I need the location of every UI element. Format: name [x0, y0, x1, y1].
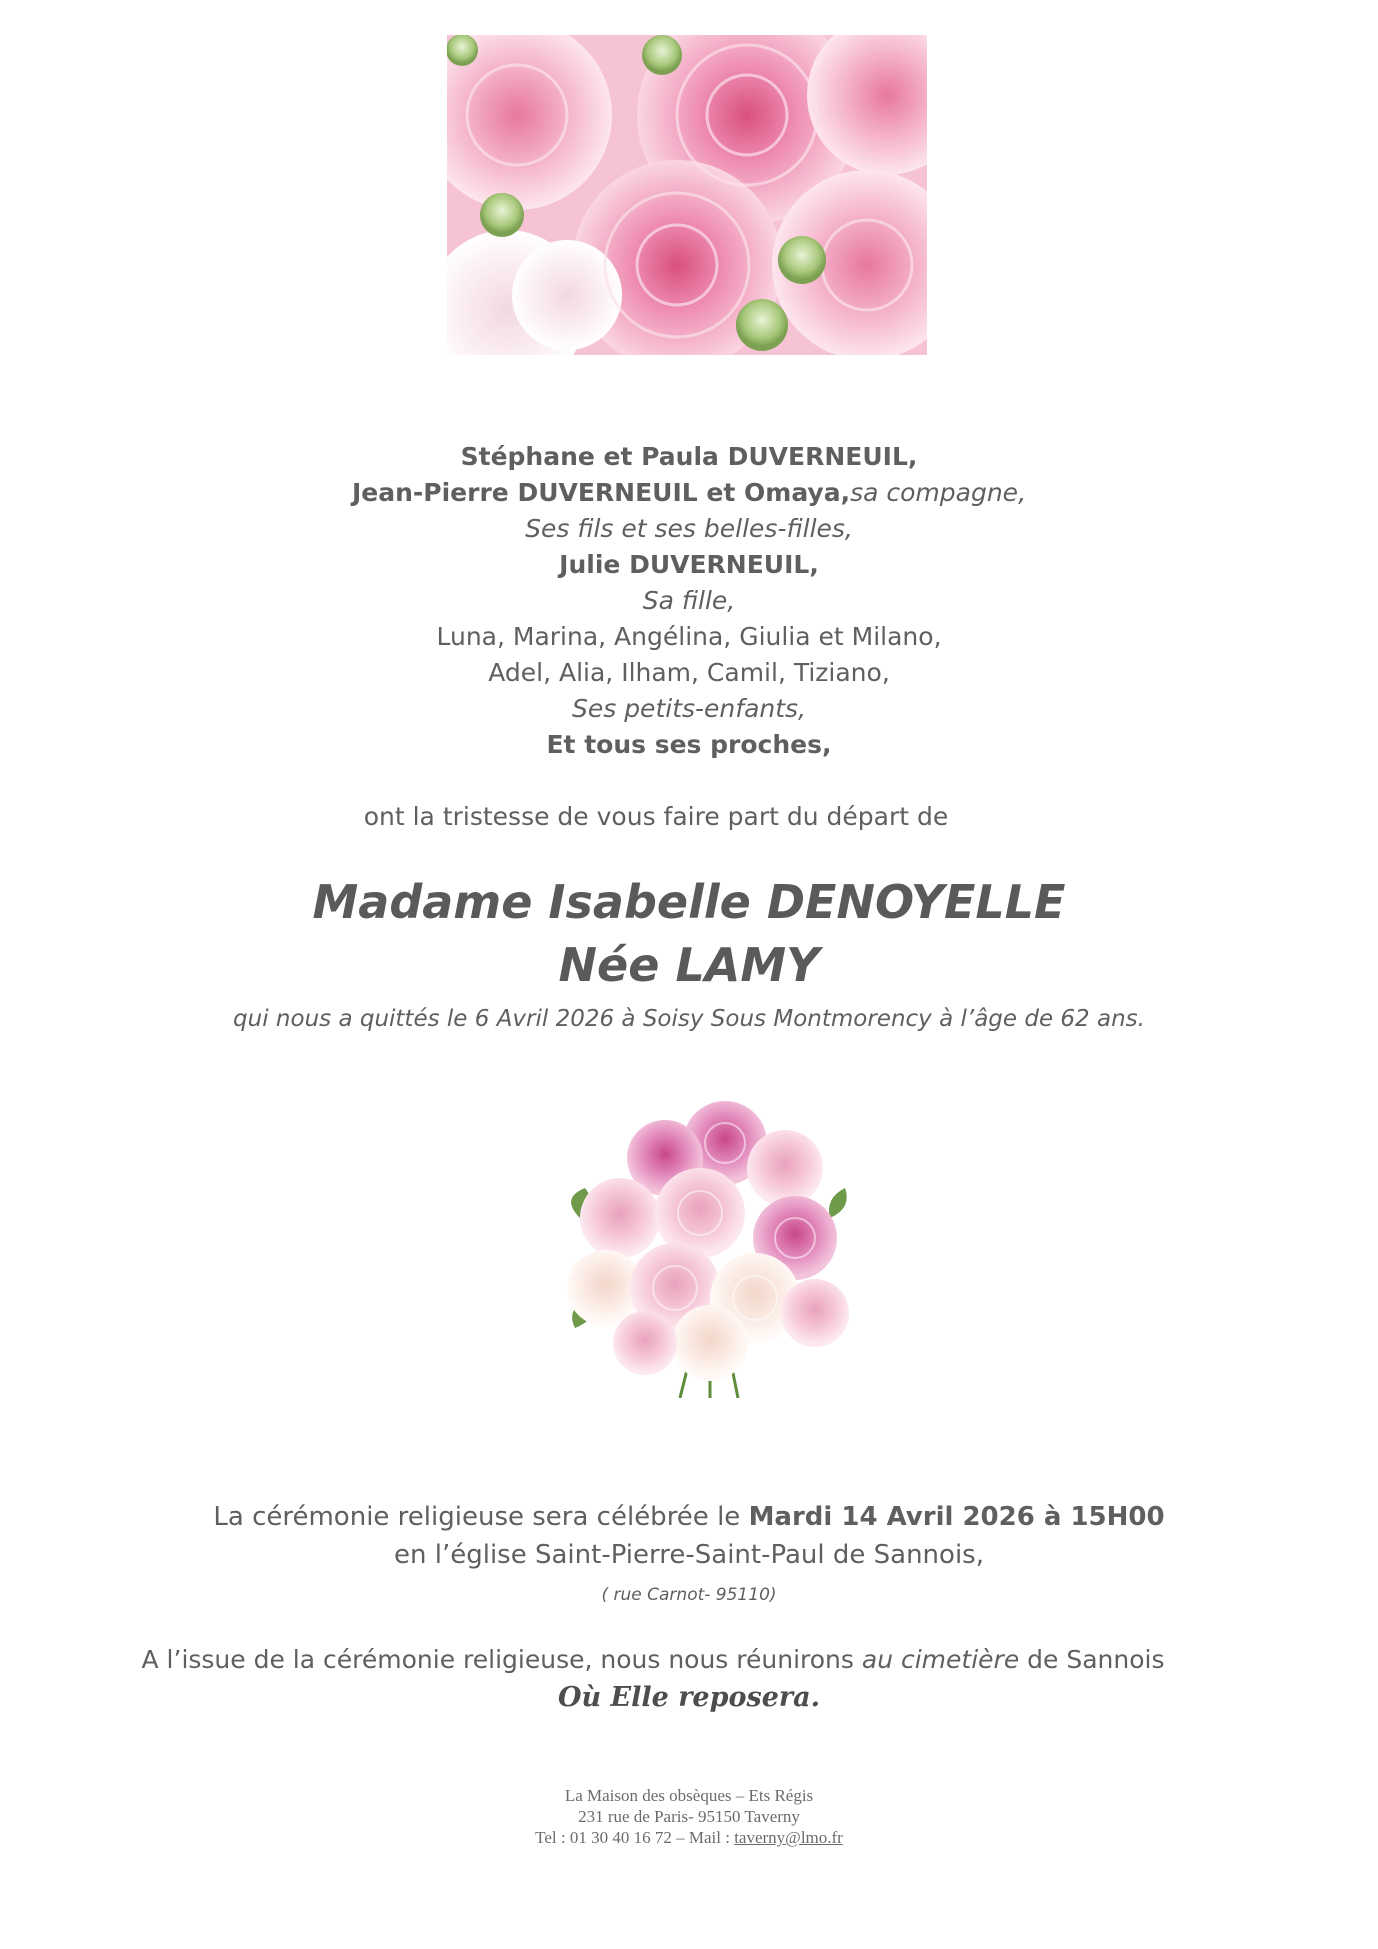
deceased-details: qui nous a quittés le 6 Avril 2026 à Soisy Sous Montmorency à l’âge de 62 ans.: [233, 1006, 1145, 1032]
footer-phone: Tel : 01 30 40 16 72 – Mail :: [535, 1828, 735, 1847]
deceased-maiden-name: Née LAMY: [558, 938, 820, 992]
burial-cemetery: au cimetière: [861, 1645, 1020, 1674]
announcement-text: ont la tristesse de vous faire part du départ de: [363, 802, 949, 831]
family-line-7: Adel, Alia, Ilham, Camil, Tiziano,: [488, 658, 890, 687]
family-line-4: Julie DUVERNEUIL,: [559, 550, 819, 579]
ceremony-intro: La cérémonie religieuse sera célébrée le: [213, 1502, 749, 1532]
family-line-2-name: Jean-Pierre DUVERNEUIL et Omaya,: [351, 478, 851, 507]
ceremony-address: ( rue Carnot- 95110): [601, 1585, 777, 1605]
top-flower-photo: [447, 35, 927, 355]
footer-contact: [0, 1827, 1378, 1848]
bouquet-illustration: [560, 1098, 852, 1398]
family-line-8: Ses petits-enfants,: [571, 694, 807, 723]
ranunculus-image: [447, 35, 927, 355]
footer-company: La Maison des obsèques – Ets Régis: [564, 1786, 814, 1805]
ceremony-datetime: Mardi 14 Avril 2026 à 15H00: [748, 1502, 1165, 1532]
footer-address: 231 rue de Paris- 95150 Taverny: [578, 1807, 800, 1826]
family-line-2-relation: sa compagne,: [850, 478, 1027, 507]
ceremony-place: en l’église Saint-Pierre-Saint-Paul de Sannois,: [394, 1540, 984, 1570]
peony-bouquet-image: [560, 1098, 852, 1398]
ceremony-line-1: [0, 1500, 1378, 1534]
family-line-5: Sa fille,: [642, 586, 736, 615]
family-line-2: [0, 476, 1378, 510]
family-line-9: Et tous ses proches,: [546, 730, 832, 759]
burial-location: de Sannois: [1019, 1645, 1165, 1674]
family-line-1: Stéphane et Paula DUVERNEUIL,: [460, 442, 918, 471]
family-line-6: Luna, Marina, Angélina, Giulia et Milano,: [436, 622, 942, 651]
footer-email-link[interactable]: taverny@lmo.fr: [734, 1828, 843, 1847]
burial-line-2: Où Elle reposera.: [557, 1682, 820, 1713]
family-line-3: Ses fils et ses belles-filles,: [525, 514, 853, 543]
burial-line-1: [0, 1643, 1342, 1677]
burial-intro: A l’issue de la cérémonie religieuse, nous nous réunirons: [141, 1645, 862, 1674]
deceased-name: Madame Isabelle DENOYELLE: [312, 875, 1066, 929]
